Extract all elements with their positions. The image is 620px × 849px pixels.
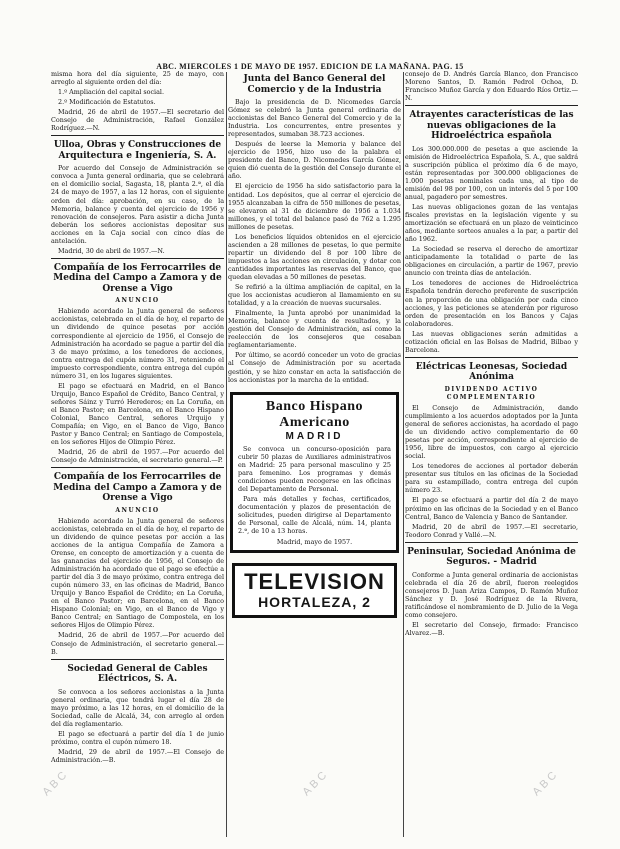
notice-paragraph: Finalmente, la Junta aprobó por unanimidad la Memoria, balance y cuenta de resultados, y la gestión del Consejo de Administración, así como la reelección de los consejeros que cesaban reglamentariamente. xyxy=(228,309,401,350)
notice-subheading: ANUNCIO xyxy=(115,506,160,514)
section-divider xyxy=(405,542,578,543)
notice-paragraph: La Sociedad se reserva el derecho de amortizar anticipadamente la totalidad o parte de las obligaciones en circulación, a partir de 1967, previo anuncio con treinta días de antelación. xyxy=(405,245,578,278)
notice-paragraph: Por último, se acordó conceder un voto de gracias al Consejo de Administración por su acertada gestión, y se hizo constar en acta la satisfacción de los accionistas por la marcha de la entidad. xyxy=(228,351,401,384)
section-divider xyxy=(51,659,224,660)
archive-watermark: ABC xyxy=(530,767,562,799)
section-divider xyxy=(405,105,578,106)
ad-television-title: TELEVISION xyxy=(244,569,385,595)
intro-paragraph: misma hora del día siguiente, 25 de mayo, con arreglo al siguiente orden del día: xyxy=(51,70,224,87)
section-divider xyxy=(51,467,224,468)
column-3 xyxy=(405,70,578,837)
notice-paragraph: El pago se efectuará a partir del día 1 de junio próximo, contra el cupón número 18. xyxy=(51,729,224,746)
notice-heading: Junta del Banco General del Comercio y de la Industria xyxy=(243,74,386,95)
notice-paragraph: Se convoca a los señores accionistas a la Junta general ordinaria, que tendrá lugar el día 28 de mayo próximo, a las 12 horas, en el domicilio de la Sociedad, calle de Alcalá, 34, con arreglo al orden del día reglamentario. xyxy=(51,687,224,728)
notice-paragraph: Habiendo acordado la Junta general de señores accionistas, celebrada en el día de hoy, el reparto de un dividendo de quince pesetas por acción correspondiente al ejercicio de 1956, el Consejo de Administración ha acordado se pague a partir del día 3 de mayo próximo, a los tenedores de acciones, contra entrega del cupón número 31, reteniendo el impuesto correspondiente, contra entrega del cupón número 31, en los lugares siguientes. xyxy=(51,307,224,380)
notice-paragraph: Conforme a Junta general ordinaria de accionistas celebrada el día 26 de abril, fueron reelegidos consejeros D. Juan Ariza Campos, D. Ramón Muñoz Sánchez y D. José Rodríguez de la Rivera, ratificándose el nombramiento de D. Julio de la Vega como consejero. xyxy=(405,570,578,619)
ad-paragraph: Para más detalles y fechas, certificados, documentación y plazos de presentación de solicitudes, pueden dirigirse al Departamento de Personal, calle de Alcalá, núm. 14, planta 2.ª, de 10 a 13 horas. xyxy=(238,494,391,536)
notice-paragraph: Madrid, 26 de abril de 1957.—Por acuerdo del Consejo de Administración, el secretario general.—B. xyxy=(51,631,224,656)
section-divider xyxy=(51,135,224,136)
ad-date: Madrid, mayo de 1957. xyxy=(276,538,353,547)
notice-subheading: DIVIDENDO ACTIVO COMPLEMENTARIO xyxy=(444,385,539,401)
ad-paragraph: Se convoca un concurso-oposición para cubrir 50 plazas de Auxiliares administrativos en Madrid: 25 para personal masculino y 25 para femenino. Los programas y demás condiciones pueden recogerse en las oficinas del Departamento de Personal. xyxy=(238,444,391,493)
notice-paragraph: Se refirió a la última ampliación de capital, en la que los accionistas acudieron al llamamiento en su totalidad, y a la creación de nuevas sucursales. xyxy=(228,283,401,308)
section-divider xyxy=(51,258,224,259)
notice-paragraph: Bajo la presidencia de D. Nicomedes García Gómez se celebró la Junta general ordinaria de accionistas del Banco General del Comercio y de la Industria. Los concurrentes, entre presentes y representados, sumaban 38.723 acciones. xyxy=(228,98,401,139)
column-rule xyxy=(226,72,227,837)
notice-paragraph: Madrid, 20 de abril de 1957.—El secretario, Teodoro Conrad y Vallé.—N. xyxy=(405,522,578,539)
page-header: ABC. MIERCOLES 1 DE MAYO DE 1957. EDICION DE LA MAÑANA. PAG. 15 xyxy=(156,62,464,71)
ad-television-address: HORTALEZA, 2 xyxy=(258,594,371,611)
notice-heading: Peninsular, Sociedad Anónima de Seguros. - Madrid xyxy=(407,546,576,568)
column-1 xyxy=(51,70,224,837)
notice-heading: Eléctricas Leonesas, Sociedad Anónima xyxy=(415,361,568,383)
notice-paragraph: Madrid, 26 de abril de 1957.—Por acuerdo del Consejo de Administración, el secretario general.—P. xyxy=(51,448,224,465)
archive-watermark: ABC xyxy=(40,767,72,799)
notice-paragraph: Las nuevas obligaciones gozan de las ventajas fiscales previstas en la legislación vigente y su amortización se efectuará en un plazo de veinticinco años, mediante sorteos anuales a la par, a partir del año 1962. xyxy=(405,203,578,244)
notice-paragraph: Los 300.000.000 de pesetas a que asciende la emisión de Hidroeléctrica Española, S. A., que saldrá a suscripción pública el próximo día 6 de mayo, están representadas por 300.000 obligaciones de 1.000 pesetas nominales cada una, al tipo de emisión del 98 por 100, con un interés del 5 por 100 anual, pagadero por semestres. xyxy=(405,144,578,201)
notice-heading: Atrayentes características de las nuevas obligaciones de la Hidroeléctrica española xyxy=(409,110,574,142)
intro-paragraph: consejo de D. Andrés García Blanco, don Francisco Moreno Santos, D. Ramón Pedrol Ochoa, D. Francisco Muñoz García y don Eduardo Ríos Ortiz.—N. xyxy=(405,70,578,103)
notice-paragraph: Por acuerdo del Consejo de Administración se convoca a Junta general ordinaria, que se celebrará en el domicilio social, Sagasta, 18, planta 2.ª, el día 24 de mayo de 1957, a las 12 horas, con el siguiente orden del día: aprobación, en su caso, de la Memoria, balance y cuenta del ejercicio de 1956 y renovación de consejeros. Para asistir a dicha Junta deberán los señores accionistas depositar sus acciones en la Caja social con cinco días de antelación. xyxy=(51,164,224,245)
notice-paragraph: El Consejo de Administración, dando cumplimiento a los acuerdos adoptados por la Junta general de señores accionistas, ha acordado el pago de un dividendo activo complementario de 60 pesetas por acción, correspondiente al ejercicio de 1956, libre de impuestos, con cargo al ejercicio social. xyxy=(405,403,578,461)
notice-paragraph: El secretario del Consejo, firmado: Francisco Alvarez.—B. xyxy=(405,620,578,638)
notice-paragraph: Los beneficios líquidos obtenidos en el ejercicio ascienden a 28 millones de pesetas, lo que permite repartir un dividendo del 8 por 100 libre de impuestos a las acciones en circulación, y dotar con cantidades importantes las reservas del Banco, que quedan elevadas a 50 millones de pesetas. xyxy=(228,232,401,281)
notice-subheading: ANUNCIO xyxy=(115,297,160,305)
section-divider xyxy=(405,357,578,358)
notice-paragraph: El ejercicio de 1956 ha sido satisfactorio para la entidad. Los depósitos, que al cerrar el ejercicio de 1955 alcanzaban la cifra de 550 millones de pesetas, se elevaron al 31 de diciembre de 1956 a 1.034 millones, y el total del balance pasó de 762 a 1.295 millones de pesetas. xyxy=(228,182,401,231)
notice-paragraph: Después de leerse la Memoria y balance del ejercicio de 1956, hizo uso de la palabra el presidente del Banco, D. Nicomedes García Gómez, quien dió cuenta de la gestión del Consejo durante el año. xyxy=(228,140,401,181)
notice-heading: Compañía de los Ferrocarriles de Medina del Campo a Zamora y de Orense a Vigo xyxy=(53,262,222,294)
ad-bank-name: Banco Hispano Americano xyxy=(265,398,364,430)
column-2 xyxy=(228,70,401,837)
notice-paragraph: Los tenedores de acciones al portador deberán presentar sus títulos en las oficinas de la Sociedad para su estampillado, contra entrega del cupón número 23. xyxy=(405,462,578,495)
intro-paragraph: 1.º Ampliación del capital social. xyxy=(58,88,164,97)
notice-heading: Sociedad General de Cables Eléctricos, S. A. xyxy=(67,663,208,685)
intro-paragraph: 2.º Modificación de Estatutos. xyxy=(58,98,156,107)
notice-heading: Ulloa, Obras y Construcciones de Arquitectura e Ingeniería, S. A. xyxy=(53,140,222,161)
notice-paragraph: Habiendo acordado la Junta general de señores accionistas, celebrada en el día de hoy, el reparto de un dividendo de quince pesetas por acción a las acciones de la antigua Compañía de Zamora a Orense, en concepto de amortización y a cuenta de las ganancias del ejercicio de 1956, el Consejo de Administración ha acordado que el pago se efectúe a partir del día 3 de mayo próximo, contra entrega del cupón número 33, en las oficinas de Madrid, Banco Urquijo y Banco Español de Crédito; en La Coruña, en el Banco Pastor; en Barcelona, en el Banco Hispano Colonial; en Vigo, en el Banco de Vigo y Banco Central; en Santiago de Compostela, en los señores Hijos de Olimpio Pérez. xyxy=(51,516,224,630)
notice-paragraph: El pago se efectuará en Madrid, en el Banco Urquijo, Banco Español de Crédito, Banco Central, y señores Sáinz y Turró Herederos; en La Coruña, en el Banco Pastor; en Barcelona, en el Banco Hispano Colonial, Banco Central, señores Urquijo y Compañía; en Vigo, en el Banco de Vigo, Banco Pastor y Banco Central; en Santiago de Compostela, en los señores Hijos de Olimpio Pérez. xyxy=(51,381,224,447)
notice-paragraph: Las nuevas obligaciones serán admitidas a cotización oficial en las Bolsas de Madrid, Bilbao y Barcelona. xyxy=(405,329,578,354)
intro-paragraph: Madrid, 26 de abril de 1957.—El secretario del Consejo de Administración, Rafael González Rodríguez.—N. xyxy=(51,108,224,133)
bank-advertisement xyxy=(230,392,399,554)
notice-heading: Compañía de los Ferrocarriles de Medina del Campo a Zamora y de Orense a Vigo xyxy=(53,472,222,504)
television-advertisement xyxy=(232,563,397,618)
notice-paragraph: El pago se efectuará a partir del día 2 de mayo próximo en las oficinas de la Sociedad y en el Banco Central, Banco de Valencia y Banco de Santander. xyxy=(405,496,578,521)
notice-paragraph: Madrid, 29 de abril de 1957.—El Consejo de Administración.—B. xyxy=(51,747,224,764)
ad-city: MADRID xyxy=(285,430,344,442)
archive-watermark: ABC xyxy=(300,767,332,799)
column-rule xyxy=(403,72,404,837)
notice-paragraph: Madrid, 30 de abril de 1957.—N. xyxy=(58,246,165,255)
notice-paragraph: Los tenedores de acciones de Hidroeléctrica Española tendrán derecho preferente de suscripción en la proporción de una obligación por cada cinco acciones, y las peticiones se atenderán por riguroso orden de presentación en los Bancos y Cajas colaboradores. xyxy=(405,279,578,328)
